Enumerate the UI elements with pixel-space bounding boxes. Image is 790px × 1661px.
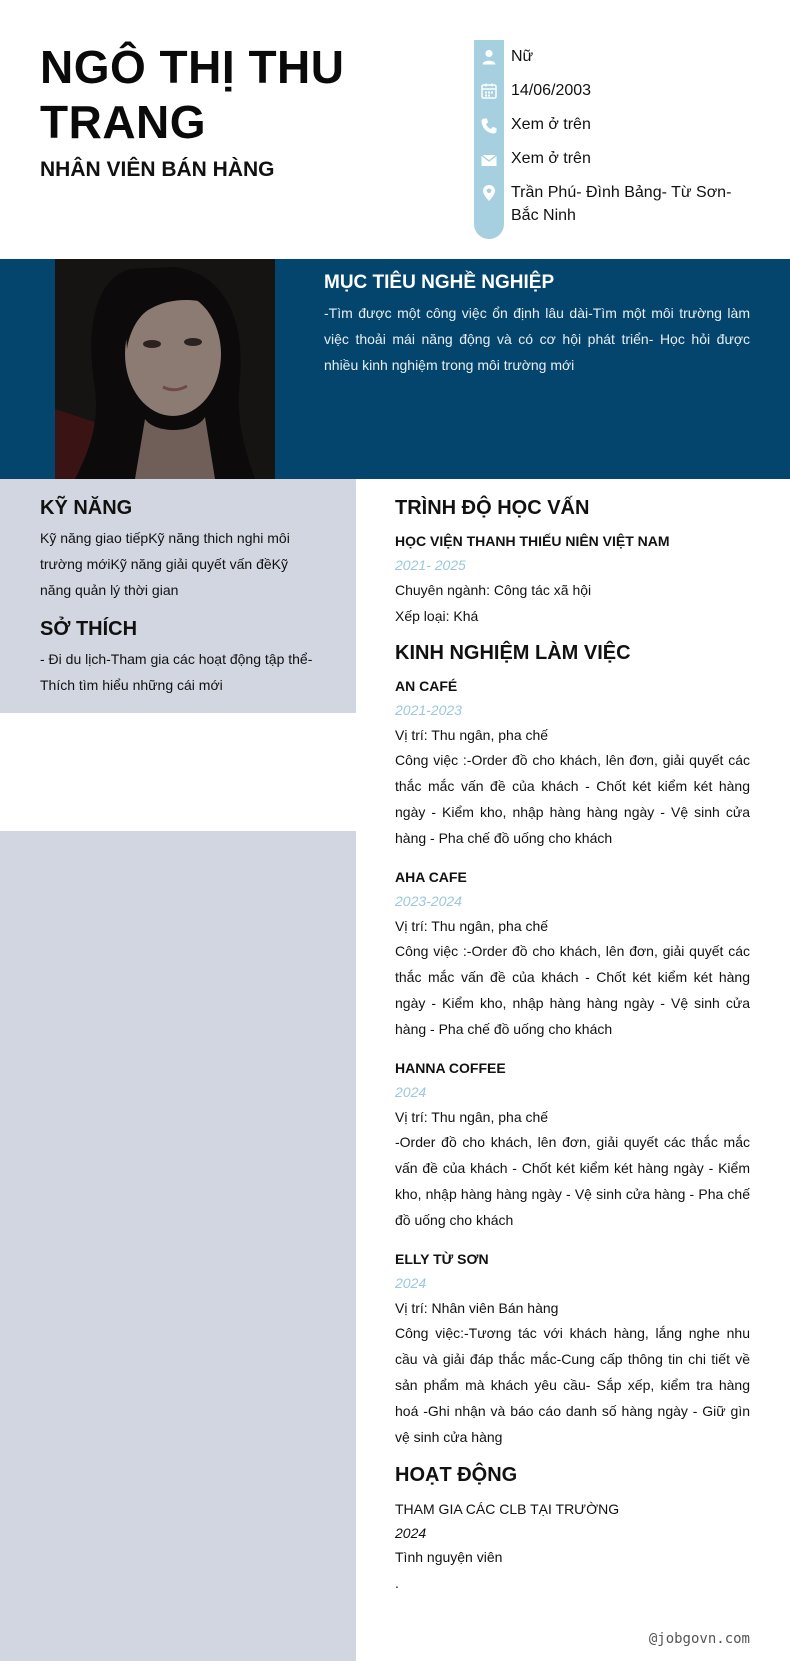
objective-title: MỤC TIÊU NGHỀ NGHIỆP xyxy=(324,272,555,293)
education-date: 2021- 2025 xyxy=(395,557,466,573)
phone-value: Xem ở trên xyxy=(511,116,591,133)
address-value: Trần Phú- Đình Bảng- Từ Sơn- Bắc Ninh xyxy=(511,184,732,224)
gender-value: Nữ xyxy=(511,48,534,65)
job-company: HANNA COFFEE xyxy=(395,1060,506,1076)
activities-title: HOẠT ĐỘNG xyxy=(395,1464,518,1486)
education-school: HỌC VIỆN THANH THIẾU NIÊN VIỆT NAM xyxy=(395,533,670,549)
job-date: 2024 xyxy=(395,1084,427,1100)
job-company: ELLY TỪ SƠN xyxy=(395,1251,489,1267)
sidebar-bottom xyxy=(0,831,356,1661)
hobbies-text: - Đi du lịch-Tham gia các hoạt động tập thể-Thích tìm hiểu những cái mới xyxy=(40,651,313,693)
job-date: 2021-2023 xyxy=(395,702,462,718)
job-date: 2024 xyxy=(395,1275,427,1291)
objective-text: -Tìm được một công việc ổn định lâu dài-Tìm một môi trường làm việc thoải mái năng động và có cơ hội phát triển- Học hỏi được nhiều kinh nghiệm trong môi trường mới xyxy=(324,305,750,373)
person-icon xyxy=(480,48,498,66)
email-value: Xem ở trên xyxy=(511,150,591,167)
hobbies-title: SỞ THÍCH xyxy=(40,618,138,640)
skills-title: KỸ NĂNG xyxy=(40,497,133,519)
skills-text: Kỹ năng giao tiếpKỹ năng thich nghi môi trường mớiKỹ năng giải quyết vấn đềKỹ năng quản lý thời gian xyxy=(40,530,290,598)
watermark-footer: @jobgovn.com xyxy=(648,1631,750,1647)
profile-photo xyxy=(55,259,275,479)
candidate-position: NHÂN VIÊN BÁN HÀNG xyxy=(40,158,275,181)
education-title: TRÌNH ĐỘ HỌC VẤN xyxy=(395,497,590,519)
job-description: Công việc :-Order đồ cho khách, lên đơn, giải quyết các thắc mắc vấn đề của khách - Chốt két kiểm két hàng ngày - Kiểm kho, nhập hàng hàng ngày - Vệ sinh cửa hàng - Pha chế đồ uống cho khách xyxy=(395,943,750,1037)
job-date: 2023-2024 xyxy=(395,893,462,909)
candidate-name: NGÔ THỊ THU TRANG xyxy=(40,41,345,148)
job-role: Vị trí: Thu ngân, pha chế xyxy=(395,918,549,934)
job-company: AN CAFÉ xyxy=(395,678,458,694)
info-icon-bar xyxy=(474,40,504,239)
job-description: Công việc :-Order đồ cho khách, lên đơn, giải quyết các thắc mắc vấn đề của khách - Chốt két kiểm két hàng ngày - Kiểm kho, nhập hàng hàng ngày - Vệ sinh cửa hàng - Pha chế đồ uống cho khách xyxy=(395,752,750,846)
location-icon xyxy=(480,184,498,202)
job-description: -Order đồ cho khách, lên đơn, giải quyết các thắc mắc vấn đề của khách - Chốt két kiểm két hàng ngày - Kiểm kho, nhập hàng hàng ngày - Vệ sinh cửa hàng - Pha chế đồ uống cho khách xyxy=(395,1134,750,1228)
phone-icon xyxy=(480,117,498,135)
job-company: AHA CAFE xyxy=(395,869,467,885)
activity-org: THAM GIA CÁC CLB TẠI TRƯỜNG xyxy=(395,1501,620,1517)
education-rank: Xếp loại: Khá xyxy=(395,608,479,624)
education-major: Chuyên ngành: Công tác xã hội xyxy=(395,582,592,598)
activity-role: Tình nguyện viên xyxy=(395,1549,503,1565)
birthdate-value: 14/06/2003 xyxy=(511,82,592,99)
activity-extra: . xyxy=(395,1575,399,1591)
job-role: Vị trí: Thu ngân, pha chế xyxy=(395,727,549,743)
job-description: Công việc:-Tương tác với khách hàng, lắng nghe nhu cầu và giải đáp thắc mắc-Cung cấp thông tin chi tiết về sản phẩm mà khách yêu cầu- Sắp xếp, kiểm tra hàng hoá -Ghi nhận và báo cáo danh số hàng ngày - Giữ gìn vệ sinh cửa hàng xyxy=(395,1325,750,1445)
mail-icon xyxy=(480,151,498,169)
calendar-icon xyxy=(480,82,498,100)
job-role: Vị trí: Thu ngân, pha chế xyxy=(395,1109,549,1125)
job-role: Vị trí: Nhân viên Bán hàng xyxy=(395,1300,559,1316)
activity-date: 2024 xyxy=(395,1525,427,1541)
experience-title: KINH NGHIỆM LÀM VIỆC xyxy=(395,642,631,664)
